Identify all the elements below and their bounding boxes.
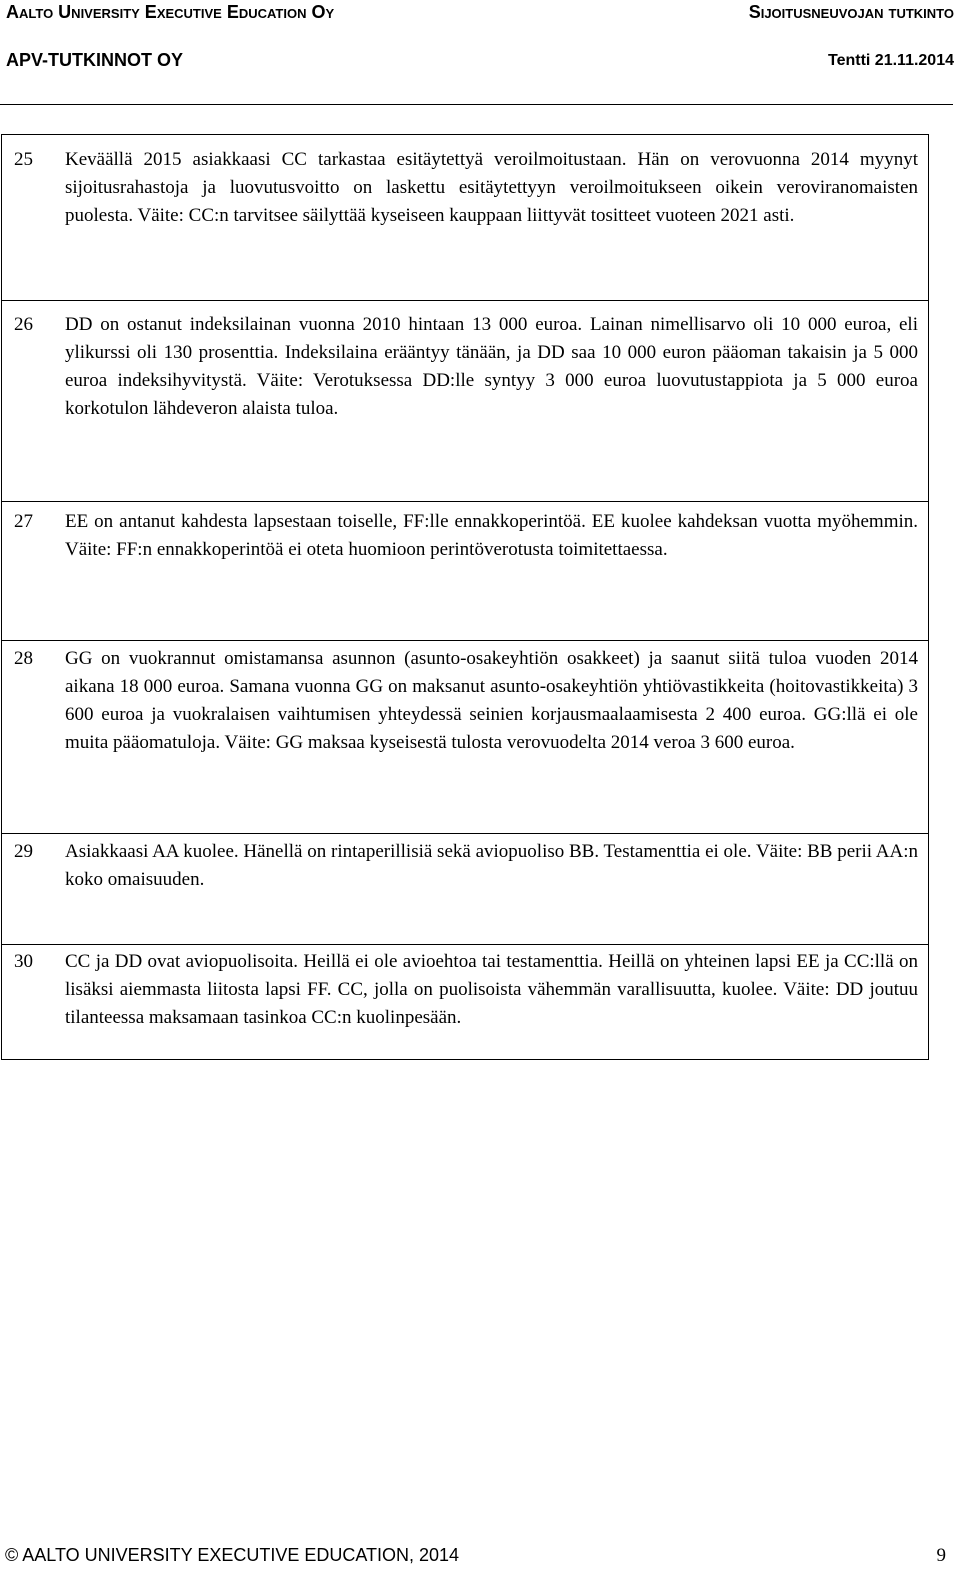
question-text: EE on antanut kahdesta lapsestaan toiselle, FF:lle ennakkoperintöä. EE kuolee kahdeksan vuotta myöhemmin. Väite: FF:n ennakkoperintöä ei oteta huomioon perintöverotusta toimitettaessa. [65,511,918,560]
question-number: 29 [14,841,33,862]
question-text: Keväällä 2015 asiakkaasi CC tarkastaa esitäytettyä veroilmoitustaan. Hän on verovuonna 2014 myynyt sijoitusrahastoja ja luovutusvoitto on laskettu esitäytettyyn veroilmoitukseen oikein veroviranomaisten puolesta. Väite: CC:n tarvitsee säilyttää kyseiseen kauppaan liittyvät tositteet vuoteen 2021 asti. [65,149,918,226]
header-divider [0,104,953,105]
question-row-28 [2,641,928,834]
question-text: Asiakkaasi AA kuolee. Hänellä on rintaperillisiä sekä aviopuoliso BB. Testamenttia ei ole. Väite: BB perii AA:n koko omaisuuden. [65,841,918,890]
question-text: CC ja DD ovat aviopuolisoita. Heillä ei ole avioehtoa tai testamenttia. Heillä on yhteinen lapsi EE ja CC:llä on lisäksi aiemmasta liitosta lapsi FF. CC, jolla on puolisoista vähemmän varallisuutta, kuolee. Väite: DD joutuu tilanteessa maksamaan tasinkoa CC:n kuolinpesään. [65,951,918,1028]
header-exam-date: Tentti 21.11.2014 [828,52,954,69]
question-number: 27 [14,511,33,532]
question-number: 25 [14,149,33,170]
footer-copyright: © AALTO UNIVERSITY EXECUTIVE EDUCATION, 2014 [5,1545,460,1565]
header-exam-title: Sijoitusneuvojan tutkinto [748,2,954,22]
question-row-26 [2,301,928,502]
question-text: DD on ostanut indeksilainan vuonna 2010 hintaan 13 000 euroa. Lainan nimellisarvo oli 10 000 euroa, eli ylikurssi oli 130 prosenttia. Indeksilaina erääntyy tänään, ja DD saa 10 000 euron pääoman takaisin ja 5 000 euroa indeksihyvitystä. Väite: Verotuksessa DD:lle syntyy 3 000 euroa luovutustappiota ja 5 000 euroa korkotulon lähdeveron alaista tuloa. [65,314,918,419]
header-organization: Aalto University Executive Education Oy [6,2,335,22]
questions-table [1,134,929,1060]
question-row-25 [2,135,928,301]
page-number: 9 [936,1545,946,1566]
question-row-27 [2,502,928,641]
question-row-29 [2,834,928,945]
question-number: 26 [14,314,33,335]
question-number: 28 [14,648,33,669]
question-text: GG on vuokrannut omistamansa asunnon (asunto-osakeyhtiön osakkeet) ja saanut siitä tuloa vuoden 2014 aikana 18 000 euroa. Samana vuonna GG on maksanut asunto-osakeyhtiön yhtiövastikkeita (hoitovastikkeita) 3 600 euroa ja vuokralaisen vaihtumisen yhteydessä seinien korjausmaalaamisesta 2 400 euroa. GG:llä ei ole muita pääomatuloja. Väite: GG maksaa kyseisestä tulosta verovuodelta 2014 veroa 3 600 euroa. [65,648,918,753]
question-row-30 [2,945,928,1060]
header-company: APV-TUTKINNOT OY [6,50,184,70]
question-number: 30 [14,951,33,972]
